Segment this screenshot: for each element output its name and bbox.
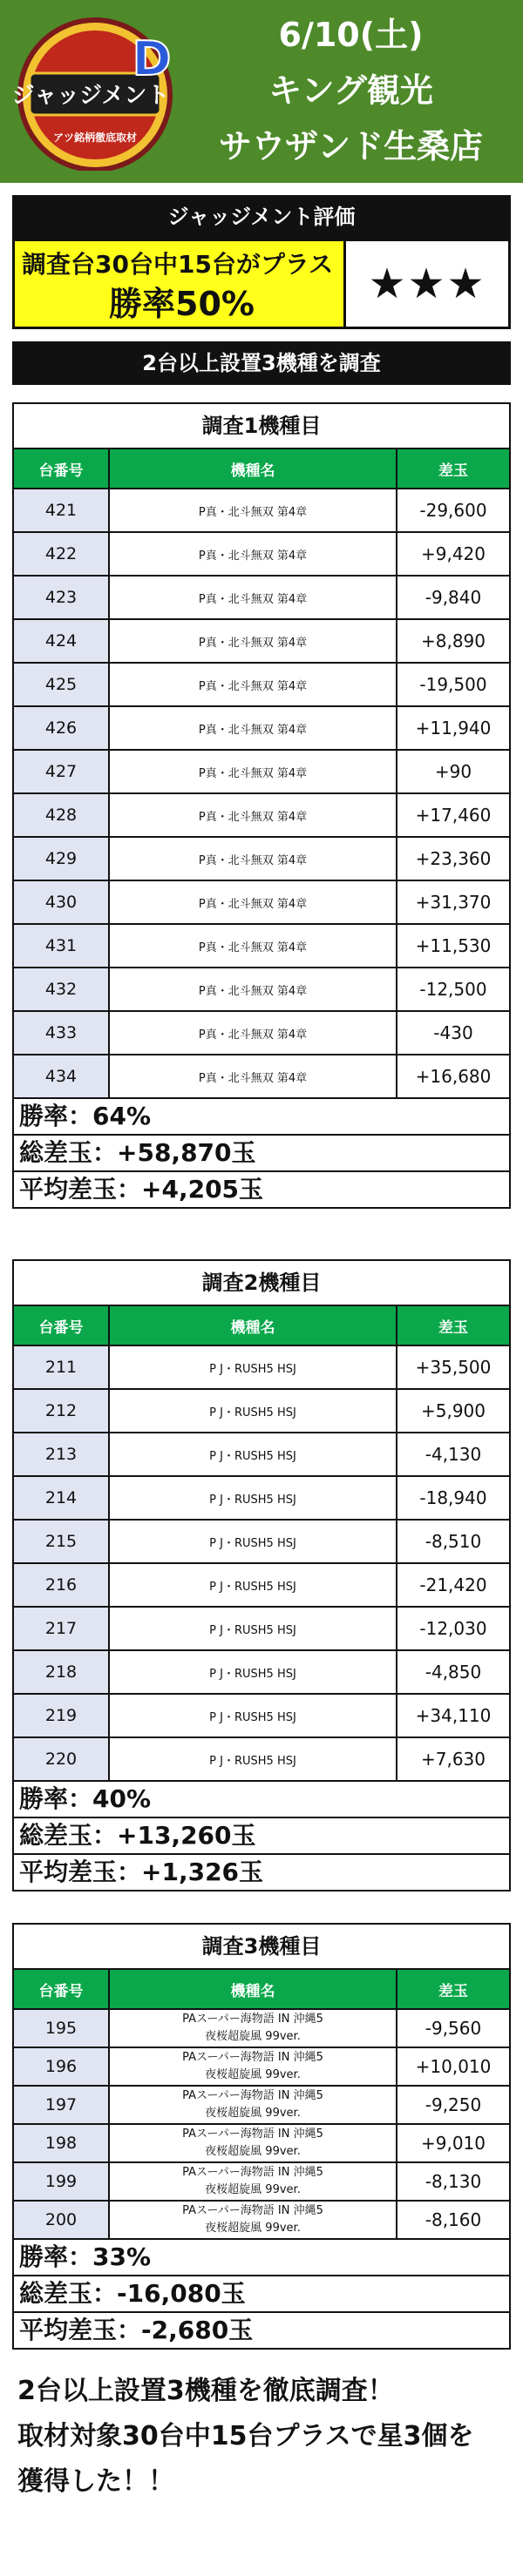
- judgement-box: [12, 239, 511, 329]
- table-row: [14, 968, 509, 1012]
- machine-name: P真・北斗無双 第4章: [110, 707, 397, 749]
- diff-value: -9,840: [425, 587, 482, 608]
- machine-number: 215: [14, 1521, 110, 1562]
- diff-value: -18,940: [419, 1487, 487, 1508]
- machine-name-line1: PAスーパー海物語 IN 沖縄5: [182, 2051, 323, 2064]
- header-banner: [0, 0, 523, 183]
- total-diff: 総差玉：+58,870玉: [14, 1136, 509, 1172]
- diff-value: +5,900: [420, 1400, 486, 1421]
- machine-name: P真・北斗無双 第4章: [110, 925, 397, 967]
- machine-name: [110, 2163, 397, 2200]
- machine-name-line2: 夜桜超旋風 99ver.: [205, 2183, 301, 2196]
- table-row: [14, 1695, 509, 1738]
- average-diff: 平均差玉：-2,680玉: [19, 2316, 254, 2344]
- machine-number: 422: [14, 533, 110, 575]
- section-title: 調査2機種目: [14, 1261, 509, 1306]
- machine-name-line1: PAスーパー海物語 IN 沖縄5: [182, 2089, 323, 2102]
- diff-value: -9,250: [425, 2094, 482, 2115]
- diff-value: -21,420: [419, 1575, 487, 1595]
- footer-line-1: 2台以上設置3機種を徹底調査！: [17, 2376, 394, 2406]
- survey-section-1: [12, 402, 511, 1209]
- machine-name: P J・RUSH5 HSJ: [110, 1346, 397, 1388]
- machine-name: P真・北斗無双 第4章: [110, 838, 397, 880]
- machine-number: 433: [14, 1012, 110, 1054]
- survey-scope-bar: 2台以上設置3機種を調査: [12, 341, 511, 385]
- machine-number: 430: [14, 881, 110, 923]
- machine-name-line2: 夜桜超旋風 99ver.: [205, 2068, 301, 2081]
- col-header-machine: 機種名: [110, 1306, 397, 1345]
- machine-number: 213: [14, 1433, 110, 1475]
- table-row: [14, 1433, 509, 1477]
- machine-number: 426: [14, 707, 110, 749]
- survey-section-2: [12, 1259, 511, 1892]
- table-row: [14, 925, 509, 968]
- average-diff: 平均差玉：+1,326玉: [19, 1858, 264, 1886]
- table-row: [14, 1390, 509, 1433]
- diff-value: -12,030: [419, 1618, 487, 1639]
- machine-name-line2: 夜桜超旋風 99ver.: [205, 2107, 301, 2120]
- machine-name: P J・RUSH5 HSJ: [110, 1738, 397, 1780]
- diff-value: +10,010: [415, 2056, 492, 2077]
- machine-name: P真・北斗無双 第4章: [110, 533, 397, 575]
- win-rate: 勝率：64%: [14, 1099, 509, 1136]
- machine-name: P真・北斗無双 第4章: [110, 794, 397, 836]
- machine-name: P J・RUSH5 HSJ: [110, 1651, 397, 1693]
- diff-value: -4,850: [425, 1662, 482, 1682]
- machine-name: P真・北斗無双 第4章: [110, 620, 397, 662]
- machine-name: P真・北斗無双 第4章: [110, 968, 397, 1010]
- diff-value: +9,010: [420, 2133, 486, 2154]
- col-header-diff: 差玉: [438, 1982, 468, 2000]
- col-header-machine: 機種名: [110, 1970, 397, 2008]
- machine-name-line1: PAスーパー海物語 IN 沖縄5: [182, 2204, 323, 2217]
- store-name-line2: サウザンド生桑店: [218, 127, 484, 165]
- diff-value: -9,560: [425, 2018, 482, 2039]
- table-row: [14, 1564, 509, 1608]
- diff-value: +8,890: [420, 631, 486, 651]
- machine-name-line2: 夜桜超旋風 99ver.: [205, 2030, 301, 2043]
- diff-value: -12,500: [419, 979, 487, 1000]
- machine-number: 195: [14, 2010, 110, 2047]
- diff-value: +31,370: [415, 892, 492, 913]
- machine-name-line2: 夜桜超旋風 99ver.: [205, 2145, 301, 2158]
- table-row: [14, 1055, 509, 1099]
- table-row: [14, 838, 509, 881]
- machine-number: 424: [14, 620, 110, 662]
- footer-summary: [17, 2369, 511, 2505]
- col-header-diff: 差玉: [438, 1318, 468, 1337]
- machine-name: [110, 2087, 397, 2123]
- diff-value: +7,630: [420, 1749, 486, 1770]
- machine-number: 434: [14, 1055, 110, 1097]
- machine-name: [110, 2202, 397, 2238]
- table-row: [14, 2010, 509, 2048]
- machine-name-line1: PAスーパー海物語 IN 沖縄5: [182, 2128, 323, 2141]
- machine-number: 427: [14, 751, 110, 792]
- table-row: [14, 2202, 509, 2240]
- machine-number: 432: [14, 968, 110, 1010]
- table-row: [14, 620, 509, 664]
- machine-name: P真・北斗無双 第4章: [110, 489, 397, 531]
- machine-number: 216: [14, 1564, 110, 1606]
- table-row: [14, 1651, 509, 1695]
- table-row: [14, 1608, 509, 1651]
- diff-value: +23,360: [415, 848, 492, 869]
- logo-subtitle: アツ銘柄徹底取材: [52, 131, 138, 144]
- machine-number: 220: [14, 1738, 110, 1780]
- diff-value: -8,510: [425, 1531, 482, 1552]
- col-header-number: 台番号: [14, 449, 110, 488]
- footer-line-3: 獲得した！！: [17, 2466, 174, 2497]
- machine-number: 211: [14, 1346, 110, 1388]
- win-rate: 勝率：33%: [14, 2240, 509, 2276]
- diff-value: +11,940: [415, 718, 492, 738]
- table-row: [14, 794, 509, 838]
- diff-value: +90: [434, 761, 472, 782]
- table-row: [14, 1012, 509, 1055]
- diff-value: +9,420: [420, 543, 486, 564]
- machine-number: 428: [14, 794, 110, 836]
- diff-value: +17,460: [415, 805, 492, 826]
- table-row: [14, 533, 509, 577]
- machine-name: P J・RUSH5 HSJ: [110, 1608, 397, 1649]
- table-row: [14, 2125, 509, 2163]
- machine-number: 197: [14, 2087, 110, 2123]
- table-body: [14, 2010, 509, 2240]
- table-row: [14, 577, 509, 620]
- diff-value: +35,500: [415, 1357, 492, 1378]
- table-row: [14, 751, 509, 794]
- table-body: [14, 1346, 509, 1782]
- win-rate: 勝率：40%: [14, 1782, 509, 1818]
- average-diff: 平均差玉：+4,205玉: [19, 1175, 264, 1204]
- diff-value: +34,110: [415, 1705, 492, 1726]
- machine-number: 198: [14, 2125, 110, 2161]
- table-row: [14, 1477, 509, 1521]
- machine-name: [110, 2010, 397, 2047]
- table-row: [14, 1346, 509, 1390]
- machine-name: P真・北斗無双 第4章: [110, 1012, 397, 1054]
- machine-number: 425: [14, 664, 110, 705]
- machine-name: P J・RUSH5 HSJ: [110, 1477, 397, 1519]
- col-header-number: 台番号: [14, 1970, 110, 2008]
- col-header-machine: 機種名: [110, 449, 397, 488]
- machine-number: 421: [14, 489, 110, 531]
- table-header: [14, 449, 509, 489]
- diff-value: -19,500: [419, 674, 487, 695]
- machine-number: 196: [14, 2048, 110, 2085]
- machine-number: 218: [14, 1651, 110, 1693]
- logo-badge: D: [132, 31, 172, 86]
- machine-number: 217: [14, 1608, 110, 1649]
- machine-name: P J・RUSH5 HSJ: [110, 1390, 397, 1432]
- store-name-line1: キング観光: [268, 71, 433, 110]
- diff-value: -29,600: [419, 500, 487, 521]
- machine-name: P J・RUSH5 HSJ: [110, 1433, 397, 1475]
- machine-number: 212: [14, 1390, 110, 1432]
- section-title: 調査1機種目: [14, 404, 509, 449]
- footer-line-2: 取材対象30台中15台プラスで星3個を: [17, 2421, 474, 2451]
- machine-name: P真・北斗無双 第4章: [110, 881, 397, 923]
- table-header: [14, 1970, 509, 2010]
- logo-title: ジャッジメント: [12, 83, 170, 109]
- table-row: [14, 707, 509, 751]
- table-row: [14, 489, 509, 533]
- table-row: [14, 2087, 509, 2125]
- machine-number: 199: [14, 2163, 110, 2200]
- diff-value: -8,160: [425, 2209, 482, 2230]
- header-text: [179, 7, 523, 181]
- table-row: [14, 1738, 509, 1782]
- judgement-logo: [12, 12, 178, 171]
- diff-value: -8,130: [425, 2171, 482, 2192]
- section-title: 調査3機種目: [14, 1925, 509, 1970]
- survey-section-3: [12, 1923, 511, 2350]
- machine-number: 429: [14, 838, 110, 880]
- machine-number: 214: [14, 1477, 110, 1519]
- machine-name-line2: 夜桜超旋風 99ver.: [205, 2222, 301, 2235]
- machine-name-line1: PAスーパー海物語 IN 沖縄5: [182, 2166, 323, 2179]
- diff-value: -430: [433, 1022, 473, 1043]
- machine-number: 200: [14, 2202, 110, 2238]
- machine-number: 423: [14, 577, 110, 618]
- machine-name: P J・RUSH5 HSJ: [110, 1695, 397, 1736]
- col-header-diff: 差玉: [438, 462, 468, 480]
- judgement-summary-panel: [15, 241, 346, 327]
- judgement-title: ジャッジメント評価: [12, 195, 511, 239]
- machine-name: P J・RUSH5 HSJ: [110, 1564, 397, 1606]
- diff-value: +16,680: [415, 1066, 492, 1087]
- col-header-number: 台番号: [14, 1306, 110, 1345]
- table-body: [14, 489, 509, 1099]
- table-row: [14, 1521, 509, 1564]
- event-date: 6/10(土): [278, 16, 424, 54]
- table-row: [14, 2048, 509, 2087]
- machine-name: P真・北斗無双 第4章: [110, 577, 397, 618]
- diff-value: -4,130: [425, 1444, 482, 1465]
- total-diff: 総差玉：-16,080玉: [14, 2276, 509, 2313]
- table-row: [14, 881, 509, 925]
- machine-number: 219: [14, 1695, 110, 1736]
- diff-value: +11,530: [415, 935, 492, 956]
- machine-name: P J・RUSH5 HSJ: [110, 1521, 397, 1562]
- table-row: [14, 2163, 509, 2202]
- machine-name: P真・北斗無双 第4章: [110, 664, 397, 705]
- machine-name: P真・北斗無双 第4章: [110, 751, 397, 792]
- machine-name: [110, 2125, 397, 2161]
- machine-name: P真・北斗無双 第4章: [110, 1055, 397, 1097]
- judgement-summary: 調査台30台中15台がプラス: [22, 250, 334, 279]
- total-diff: 総差玉：+13,260玉: [14, 1818, 509, 1855]
- table-header: [14, 1306, 509, 1346]
- machine-number: 431: [14, 925, 110, 967]
- machine-name: [110, 2048, 397, 2085]
- star-rating: ★★★: [346, 241, 508, 327]
- machine-name-line1: PAスーパー海物語 IN 沖縄5: [182, 2013, 323, 2026]
- judgement-win-rate: 勝率50%: [109, 285, 255, 323]
- table-row: [14, 664, 509, 707]
